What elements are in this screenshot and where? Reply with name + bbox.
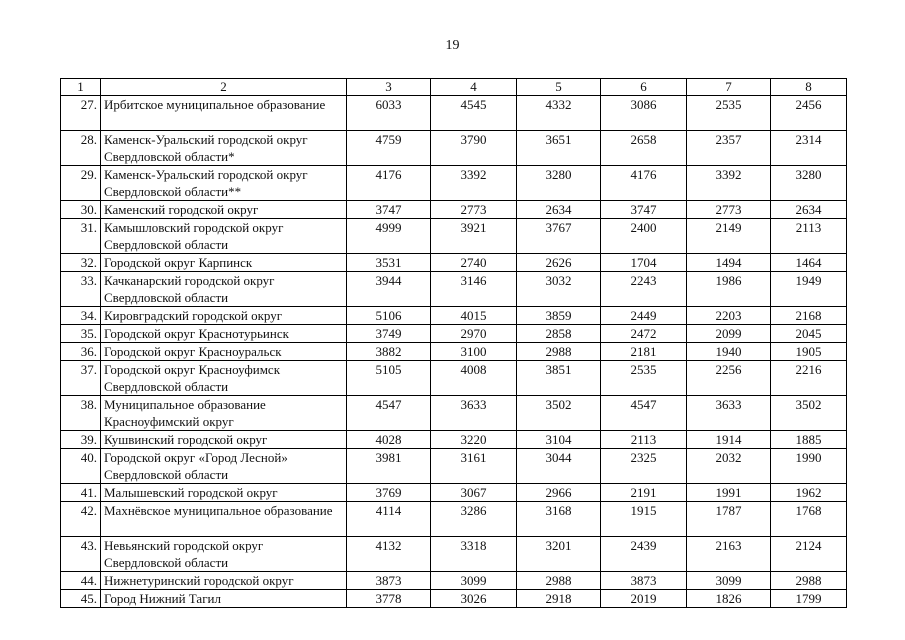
column-header: 5 xyxy=(517,79,601,96)
row-number: 31. xyxy=(61,219,101,254)
value-col-7: 2203 xyxy=(687,307,771,325)
value-col-7: 2149 xyxy=(687,219,771,254)
value-col-6: 1915 xyxy=(601,502,687,537)
value-col-6: 4176 xyxy=(601,166,687,201)
row-number: 39. xyxy=(61,431,101,449)
value-col-5: 3502 xyxy=(517,396,601,431)
table-row xyxy=(61,396,847,431)
table-row xyxy=(61,361,847,396)
municipality-name: Камышловский городской округ Свердловской области xyxy=(101,219,347,254)
table-row xyxy=(61,431,847,449)
value-col-5: 3851 xyxy=(517,361,601,396)
row-number: 44. xyxy=(61,572,101,590)
table-row xyxy=(61,537,847,572)
value-col-3: 4999 xyxy=(347,219,431,254)
value-col-3: 4547 xyxy=(347,396,431,431)
value-col-7: 3392 xyxy=(687,166,771,201)
value-col-6: 2181 xyxy=(601,343,687,361)
value-col-3: 3749 xyxy=(347,325,431,343)
value-col-6: 2191 xyxy=(601,484,687,502)
value-col-5: 3651 xyxy=(517,131,601,166)
value-col-6: 1704 xyxy=(601,254,687,272)
value-col-8: 2456 xyxy=(771,96,847,131)
value-col-5: 2966 xyxy=(517,484,601,502)
value-col-4: 3026 xyxy=(431,590,517,608)
value-col-5: 4332 xyxy=(517,96,601,131)
table-row xyxy=(61,272,847,307)
row-number: 45. xyxy=(61,590,101,608)
municipality-name: Нижнетуринский городской округ xyxy=(101,572,347,590)
value-col-6: 2449 xyxy=(601,307,687,325)
value-col-6: 2472 xyxy=(601,325,687,343)
value-col-5: 3104 xyxy=(517,431,601,449)
value-col-7: 3099 xyxy=(687,572,771,590)
row-number: 32. xyxy=(61,254,101,272)
value-col-4: 3392 xyxy=(431,166,517,201)
value-col-3: 3747 xyxy=(347,201,431,219)
row-number: 34. xyxy=(61,307,101,325)
row-number: 43. xyxy=(61,537,101,572)
value-col-6: 3747 xyxy=(601,201,687,219)
table-row xyxy=(61,131,847,166)
value-col-3: 6033 xyxy=(347,96,431,131)
value-col-4: 2740 xyxy=(431,254,517,272)
table-row xyxy=(61,325,847,343)
municipality-name: Ирбитское муниципальное образование xyxy=(101,96,347,131)
municipality-name: Городской округ Красноуфимск Свердловской области xyxy=(101,361,347,396)
value-col-8: 1464 xyxy=(771,254,847,272)
value-col-6: 4547 xyxy=(601,396,687,431)
value-col-4: 3161 xyxy=(431,449,517,484)
row-number: 35. xyxy=(61,325,101,343)
value-col-8: 2168 xyxy=(771,307,847,325)
table-row xyxy=(61,201,847,219)
value-col-5: 3201 xyxy=(517,537,601,572)
value-col-7: 1914 xyxy=(687,431,771,449)
page-number: 19 xyxy=(445,38,460,53)
value-col-5: 2634 xyxy=(517,201,601,219)
value-col-4: 3067 xyxy=(431,484,517,502)
value-col-8: 2045 xyxy=(771,325,847,343)
value-col-3: 3882 xyxy=(347,343,431,361)
value-col-4: 3220 xyxy=(431,431,517,449)
value-col-3: 3778 xyxy=(347,590,431,608)
municipality-name: Городской округ «Город Лесной» Свердловской области xyxy=(101,449,347,484)
value-col-8: 3280 xyxy=(771,166,847,201)
table-row xyxy=(61,449,847,484)
table-row xyxy=(61,502,847,537)
municipality-name: Каменск-Уральский городской округ Свердловской области* xyxy=(101,131,347,166)
row-number: 27. xyxy=(61,96,101,131)
municipality-name: Малышевский городской округ xyxy=(101,484,347,502)
table-row xyxy=(61,343,847,361)
value-col-8: 2988 xyxy=(771,572,847,590)
row-number: 41. xyxy=(61,484,101,502)
row-number: 42. xyxy=(61,502,101,537)
value-col-4: 3146 xyxy=(431,272,517,307)
value-col-6: 3873 xyxy=(601,572,687,590)
value-col-6: 2535 xyxy=(601,361,687,396)
value-col-7: 1986 xyxy=(687,272,771,307)
column-header: 6 xyxy=(601,79,687,96)
column-header: 7 xyxy=(687,79,771,96)
value-col-6: 2439 xyxy=(601,537,687,572)
value-col-3: 3531 xyxy=(347,254,431,272)
value-col-7: 1940 xyxy=(687,343,771,361)
table-row xyxy=(61,484,847,502)
value-col-5: 3168 xyxy=(517,502,601,537)
table-row xyxy=(61,219,847,254)
value-col-7: 2357 xyxy=(687,131,771,166)
municipality-name: Городской округ Красноуральск xyxy=(101,343,347,361)
value-col-8: 1885 xyxy=(771,431,847,449)
row-number: 40. xyxy=(61,449,101,484)
value-col-6: 3086 xyxy=(601,96,687,131)
municipality-name: Невьянский городской округ Свердловской области xyxy=(101,537,347,572)
value-col-8: 1949 xyxy=(771,272,847,307)
value-col-4: 3286 xyxy=(431,502,517,537)
value-col-7: 1787 xyxy=(687,502,771,537)
value-col-3: 3944 xyxy=(347,272,431,307)
value-col-3: 4759 xyxy=(347,131,431,166)
value-col-3: 4028 xyxy=(347,431,431,449)
column-header: 2 xyxy=(101,79,347,96)
value-col-8: 2216 xyxy=(771,361,847,396)
municipality-name: Муниципальное образование Красноуфимский округ xyxy=(101,396,347,431)
value-col-5: 2858 xyxy=(517,325,601,343)
value-col-8: 2124 xyxy=(771,537,847,572)
value-col-3: 4132 xyxy=(347,537,431,572)
value-col-3: 5106 xyxy=(347,307,431,325)
column-header: 4 xyxy=(431,79,517,96)
table-row xyxy=(61,307,847,325)
municipality-name: Городской округ Карпинск xyxy=(101,254,347,272)
value-col-8: 3502 xyxy=(771,396,847,431)
value-col-5: 2988 xyxy=(517,572,601,590)
value-col-8: 2314 xyxy=(771,131,847,166)
table-row xyxy=(61,572,847,590)
value-col-3: 4176 xyxy=(347,166,431,201)
value-col-5: 3032 xyxy=(517,272,601,307)
row-number: 38. xyxy=(61,396,101,431)
value-col-6: 2400 xyxy=(601,219,687,254)
row-number: 36. xyxy=(61,343,101,361)
value-col-6: 2658 xyxy=(601,131,687,166)
value-col-3: 3769 xyxy=(347,484,431,502)
municipality-name: Каменский городской округ xyxy=(101,201,347,219)
table-row xyxy=(61,96,847,131)
value-col-5: 3767 xyxy=(517,219,601,254)
table-row xyxy=(61,254,847,272)
value-col-4: 4015 xyxy=(431,307,517,325)
municipality-name: Каменск-Уральский городской округ Свердловской области** xyxy=(101,166,347,201)
value-col-7: 3633 xyxy=(687,396,771,431)
value-col-5: 3044 xyxy=(517,449,601,484)
value-col-4: 3790 xyxy=(431,131,517,166)
value-col-7: 2256 xyxy=(687,361,771,396)
value-col-6: 2019 xyxy=(601,590,687,608)
value-col-4: 3633 xyxy=(431,396,517,431)
value-col-5: 2918 xyxy=(517,590,601,608)
value-col-5: 2626 xyxy=(517,254,601,272)
value-col-4: 4008 xyxy=(431,361,517,396)
row-number: 30. xyxy=(61,201,101,219)
value-col-3: 5105 xyxy=(347,361,431,396)
municipality-name: Кировградский городской округ xyxy=(101,307,347,325)
table-header-row xyxy=(61,79,847,96)
value-col-4: 2773 xyxy=(431,201,517,219)
municipality-name: Городской округ Краснотурьинск xyxy=(101,325,347,343)
value-col-7: 1494 xyxy=(687,254,771,272)
value-col-5: 2988 xyxy=(517,343,601,361)
table-row xyxy=(61,590,847,608)
value-col-7: 1826 xyxy=(687,590,771,608)
value-col-4: 3100 xyxy=(431,343,517,361)
value-col-8: 1962 xyxy=(771,484,847,502)
municipality-name: Город Нижний Тагил xyxy=(101,590,347,608)
row-number: 29. xyxy=(61,166,101,201)
value-col-8: 2634 xyxy=(771,201,847,219)
value-col-7: 2773 xyxy=(687,201,771,219)
row-number: 37. xyxy=(61,361,101,396)
value-col-6: 2113 xyxy=(601,431,687,449)
row-number: 28. xyxy=(61,131,101,166)
data-table xyxy=(60,78,847,608)
value-col-5: 3859 xyxy=(517,307,601,325)
value-col-6: 2325 xyxy=(601,449,687,484)
value-col-3: 3981 xyxy=(347,449,431,484)
value-col-8: 1990 xyxy=(771,449,847,484)
column-header: 1 xyxy=(61,79,101,96)
value-col-4: 3099 xyxy=(431,572,517,590)
value-col-4: 4545 xyxy=(431,96,517,131)
municipality-name: Кушвинский городской округ xyxy=(101,431,347,449)
value-col-4: 3921 xyxy=(431,219,517,254)
row-number: 33. xyxy=(61,272,101,307)
table-row xyxy=(61,166,847,201)
municipality-name: Качканарский городской округ Свердловской области xyxy=(101,272,347,307)
value-col-3: 3873 xyxy=(347,572,431,590)
value-col-8: 1799 xyxy=(771,590,847,608)
value-col-8: 1768 xyxy=(771,502,847,537)
value-col-8: 1905 xyxy=(771,343,847,361)
value-col-8: 2113 xyxy=(771,219,847,254)
value-col-7: 2535 xyxy=(687,96,771,131)
value-col-6: 2243 xyxy=(601,272,687,307)
column-header: 8 xyxy=(771,79,847,96)
value-col-7: 2163 xyxy=(687,537,771,572)
value-col-3: 4114 xyxy=(347,502,431,537)
column-header: 3 xyxy=(347,79,431,96)
value-col-5: 3280 xyxy=(517,166,601,201)
value-col-4: 2970 xyxy=(431,325,517,343)
value-col-7: 2099 xyxy=(687,325,771,343)
value-col-4: 3318 xyxy=(431,537,517,572)
municipality-name: Махнёвское муниципальное образование xyxy=(101,502,347,537)
value-col-7: 2032 xyxy=(687,449,771,484)
value-col-7: 1991 xyxy=(687,484,771,502)
